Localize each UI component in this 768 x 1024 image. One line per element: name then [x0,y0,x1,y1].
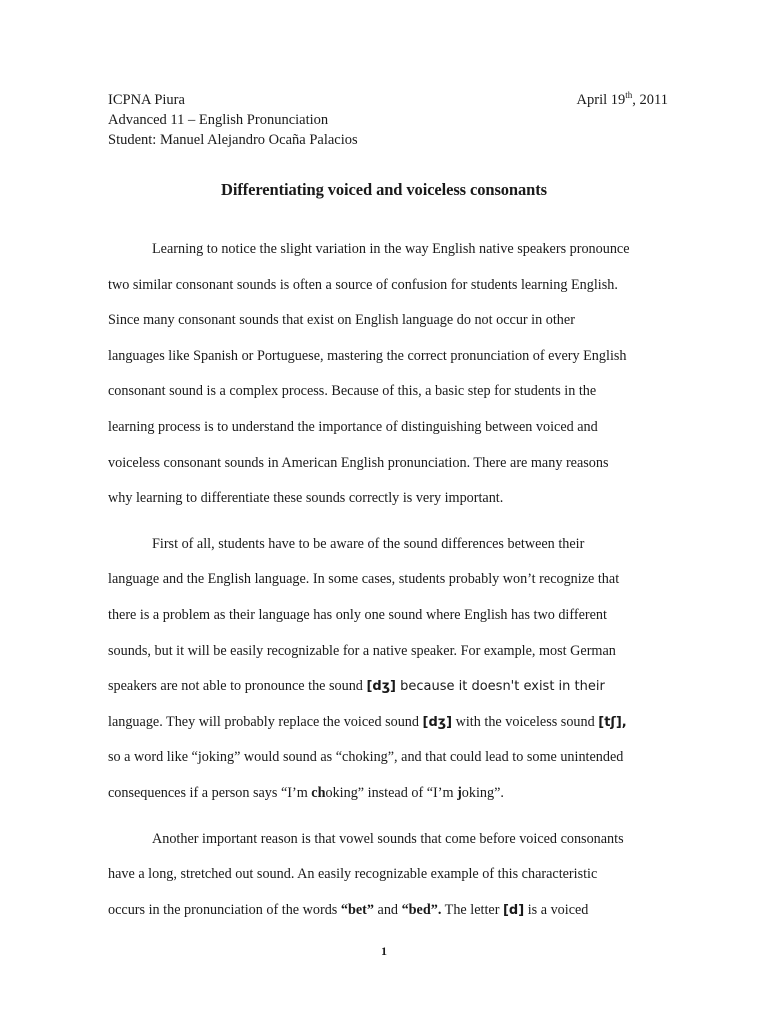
text-line: learning process is to understand the importance of distinguishing between voiced and [108,418,598,435]
text-line: First of all, students have to be aware of the sound differences between their [152,535,585,552]
text-run: oking”. [461,784,504,801]
text-run: and [373,901,402,918]
text-run: speakers are not able to pronounce the sound [108,678,367,695]
paragraph-2 [108,527,660,812]
text-line: have a long, stretched out sound. An easily recognizable example of this characteristic [108,866,598,883]
paragraph-1 [108,232,660,517]
institution-name: ICPNA Piura [108,92,185,108]
text-run: occurs in the pronunciation of the words [108,901,341,918]
text-line: consonant sound is a complex process. Because of this, a basic step for students in the [108,383,597,400]
text-run: is a voiced [524,901,589,918]
text-run: The letter [441,901,503,918]
text-line: language and the English language. In some cases, students probably won’t recognize that [108,571,620,588]
bold-letters: j [457,784,462,801]
text-run: consequences if a person says “I’m [108,784,312,801]
text-run: because it doesn't exist in their [395,679,605,695]
text-line: there is a problem as their language has only one sound where English has two different [108,606,607,623]
paragraph-3 [108,822,660,929]
student-name: Student: Manuel Alejandro Ocaña Palacios [108,132,358,148]
ipa-symbol: [dʒ] [366,679,396,695]
document-date [577,90,668,110]
text-line: Another important reason is that vowel sounds that come before voiced consonants [152,830,624,847]
bold-word: “bet” [340,901,374,918]
text-line: sounds, but it will be easily recognizable for a native speaker. For example, most German [108,642,616,659]
document-header [108,90,668,150]
document-body [108,232,660,928]
bold-letters: ch [311,784,326,801]
text-line: Learning to notice the slight variation in the way English native speakers pronounce [152,241,630,257]
ipa-symbol: [tʃ], [598,714,627,730]
text-run: oking” instead of “I’m [325,784,458,801]
text-line [108,705,660,741]
text-run: with the voiceless sound [452,713,599,730]
text-line: so a word like “joking” would sound as “choking”, and that could lead to some unintended [108,749,624,766]
date-prefix: April 19 [576,92,626,108]
bold-word: “bed”. [401,901,442,918]
text-line: voiceless consonant sounds in American English pronunciation. There are many reasons [108,454,609,471]
text-line [108,669,660,705]
text-line: languages like Spanish or Portuguese, mastering the correct pronunciation of every English [108,347,627,364]
document-title: Differentiating voiced and voiceless consonants [221,180,547,199]
text-line: two similar consonant sounds is often a source of confusion for students learning English. [108,276,618,293]
text-line: Since many consonant sounds that exist on English language do not occur in other [108,312,575,329]
page-number: 1 [381,944,387,958]
date-suffix: , 2011 [632,92,668,108]
ipa-symbol: [d] [502,902,525,918]
text-line [108,893,660,929]
course-name: Advanced 11 – English Pronunciation [108,112,329,128]
text-line [108,776,660,812]
ipa-symbol: [dʒ] [422,714,453,730]
text-line: why learning to differentiate these sounds correctly is very important. [108,490,504,507]
text-run: language. They will probably replace the voiced sound [108,713,423,730]
date-superscript: th [625,90,633,101]
